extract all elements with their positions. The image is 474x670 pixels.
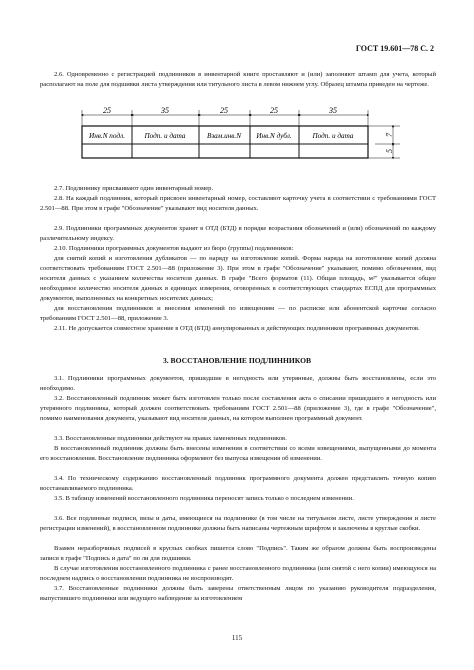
paragraph-3-5: 3.5. В таблицу изменений восстановленного подлинника переносят запись только о последнем изменении. — [54, 495, 354, 502]
paragraph-2-10-copies: для снятий копий и изготовления дубликатов — по наряду на изготовление копий. Форма наряда на изготовление копий должна соответствовать требованиям ГОСТ 2.501—88 (приложение 3). При этом в графе "Обозначение" указывают, помимо обозначения, вид носителя данных с указанием количества носителя данных. В графе "Всего форматов (11). Общая площадь, м²" указывается общее необходимое количество носителя данных в единицах измерения, оговоренных в соответствующих стандартах ЕСПД для программных документов, выполненных на конкретных носителях данных; — [40, 255, 436, 302]
row-dim-label-1: 7 — [385, 133, 394, 137]
paragraph-3-1: 3.1. Подлинники программных документов, пришедшие в негодность или утерянные, должны быть восстановлены, если это необходимо. — [40, 375, 436, 392]
page-number: 115 — [231, 634, 243, 642]
stamp-table — [82, 126, 368, 158]
paragraph-2-11: 2.11. Не допускается совместное хранение в ОТД (БТД) аннулированных и действующих подлинников программных документов. — [54, 325, 420, 332]
paragraph-2-10: 2.10. Подлинники программных документов выдают из бюро (группы) подлинников: — [54, 245, 294, 252]
paragraph-2-10-restore: для восстановления подлинников и внесения изменений по извещениям — по расписке или абонентской карточке согласно требованиям ГОСТ 2.501—88, приложение 3. — [40, 305, 436, 322]
paragraph-2-6: 2.6. Одновременно с регистрацией подлинников в инвентарной книге проставляют и (или) заполняют штамп для учета, который располагают на поле для подшивки листа утверждения или титульного листа в левом нижнем углу. Образец штампа приведен на чертеже. — [40, 71, 436, 88]
dim-label-4: 25 — [270, 106, 278, 115]
section-heading-3: 3. ВОССТАНОВЛЕНИЕ ПОДЛИННИКОВ — [162, 356, 312, 365]
paragraph-3-4: 3.4. По техническому содержанию восстановленный подлинник программного документа должен представлять точную копию восстанавливаемого подлинника. — [40, 475, 436, 492]
stamp-cell-vzam-inv: Взам.инв.N — [206, 132, 242, 140]
paragraph-2-7: 2.7. Подлиннику присваивают один инвентарный номер. — [54, 185, 214, 192]
paragraph-3-7: 3.7. Восстановленные подлинники должны быть заверены ответственным лицом по указанию руководителя подразделения, выпустившего подлинники или ведущего наблюдение за изготовлением — [40, 585, 436, 602]
stamp-cell-podp-data-2: Подп. и дата — [312, 132, 354, 140]
dim-label-2: 35 — [161, 106, 169, 115]
stamp-cell-inv-dubl: Инв.N дубл. — [256, 132, 292, 140]
paragraph-3-6: 3.6. Все подлинные подписи, визы и даты, имеющиеся на подлиннике (в том числе на титульном листе, листе утверждения и листе регистрации изменений), в восстановленном подлиннике должны быть написаны чертежным шрифтом и заключены в круглые скобки. — [40, 515, 436, 532]
stamp-cell-inv-podl: Инв.N подл. — [89, 132, 125, 140]
stamp-cell-podp-data-1: Подп. и дата — [144, 132, 186, 140]
page-header: ГОСТ 19.601—78 С. 2 — [355, 44, 434, 53]
paragraph-3-6-copy: В случае изготовления восстановленного подлинника с ранее восстановленного подлинника (или снятой с него копии) имеющуюся на последнем надпись о восстановлении подлинника не воспроизводят. — [40, 565, 436, 582]
dim-label-1: 25 — [103, 106, 111, 115]
paragraph-2-9: 2.9. Подлинники программных документов хранят в ОТД (БТД) в порядке возрастания обозначений и (или) обозначений по каждому различительному индексу. — [40, 225, 436, 242]
dim-label-5: 35 — [329, 106, 337, 115]
row-dim-label-2: 5 — [385, 149, 394, 153]
paragraph-3-3: 3.3. Восстановленные подлинники действуют на правах замененных подлинников. — [54, 435, 287, 442]
stamp-drawing — [0, 100, 474, 180]
dim-label-3: 25 — [220, 106, 228, 115]
paragraph-3-2: 3.2. Восстановленный подлинник может быть изготовлен только после составления акта о списании пришедшего в негодность или утерянного подлинника, который должен соответствовать требованиям ГОСТ 2.501—88 (приложение 3), где в графе "Обозначение", помимо наименования документа, указывают вид носителя данных, на котором выполнен программный документ. — [40, 395, 436, 422]
paragraph-2-8: 2.8. На каждый подлинник, который присвоен инвентарный номер, составляют карточку учета в соответствии с требованиями ГОСТ 2.501—88. При этом в графе "Обозначение" указывают вид носителя данных. — [40, 195, 436, 212]
paragraph-3-6-signatures: Взамен неразборчивых подписей в круглых скобках пишется слово "Подпись". Таким же образом должны быть воспроизведены записи в графе "Подпись и дата" по ли для подшивки. — [40, 545, 436, 562]
paragraph-3-3-changes: В восстановленный подлинник должны быть внесены изменения в соответствии со всеми извещениями, выпущенными до момента его восстановления. Восстановление подлинника оформляют без выпуска извещения об изменении. — [40, 445, 436, 462]
